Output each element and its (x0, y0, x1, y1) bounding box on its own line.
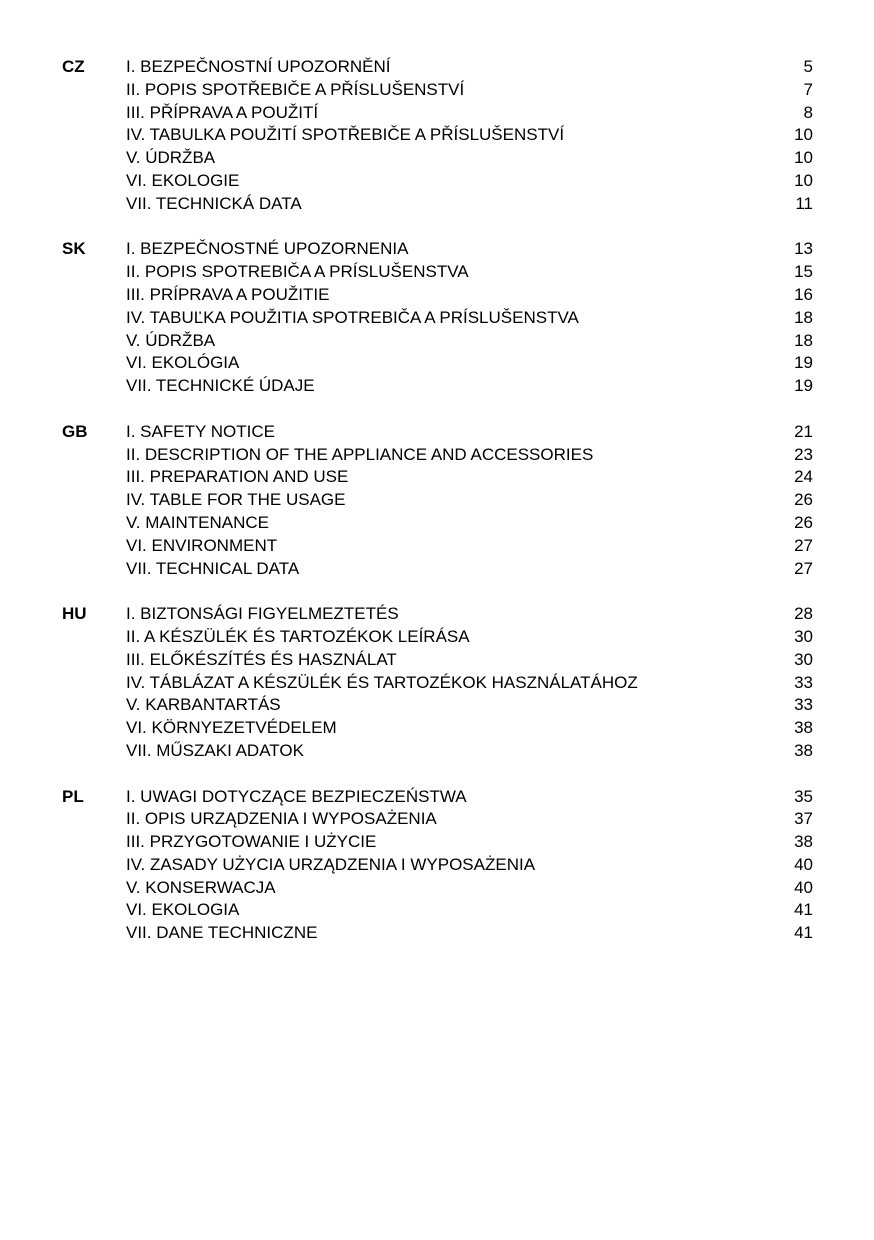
toc-entry-page: 10 (794, 125, 813, 145)
language-code: SK (62, 239, 86, 259)
language-code: CZ (62, 57, 85, 76)
language-code: GB (62, 421, 88, 441)
toc-entry[interactable] (0, 672, 874, 695)
toc-entry[interactable] (0, 375, 874, 398)
toc-entry-page: 19 (794, 353, 813, 373)
toc-entry-title: I. BEZPEČNOSTNÍ UPOZORNĚNÍ (126, 57, 391, 76)
toc-entry-title: I. BIZTONSÁGI FIGYELMEZTETÉS (126, 604, 399, 624)
toc-section-cz (0, 56, 874, 216)
language-code: HU (62, 604, 87, 624)
toc-entry-page: 8 (803, 102, 813, 122)
toc-entry[interactable] (0, 79, 874, 102)
toc-entry-page: 35 (794, 786, 813, 806)
toc-entry-page: 30 (794, 626, 813, 646)
toc-entry-page: 33 (794, 672, 813, 692)
toc-entry-title: I. SAFETY NOTICE (126, 421, 275, 441)
toc-entry-title: II. A KÉSZÜLÉK ÉS TARTOZÉKOK LEÍRÁSA (126, 626, 470, 646)
toc-entry-title: IV. TABULKA POUŽITÍ SPOTŘEBIČE A PŘÍSLUŠENSTVÍ (126, 125, 565, 145)
toc-entry[interactable] (0, 170, 874, 193)
toc-section-hu (0, 603, 874, 763)
toc-entry-page: 40 (794, 877, 813, 897)
toc-entry[interactable] (0, 444, 874, 467)
toc-entry[interactable] (0, 330, 874, 353)
toc-entry-title: IV. TABLE FOR THE USAGE (126, 490, 346, 510)
toc-entry[interactable] (0, 307, 874, 330)
toc-section-gb (0, 421, 874, 581)
toc-entry[interactable] (0, 489, 874, 512)
toc-entry[interactable] (0, 512, 874, 535)
toc-entry-page: 37 (794, 809, 813, 829)
toc-entry[interactable] (0, 466, 874, 489)
toc-entry-title: V. MAINTENANCE (126, 512, 269, 532)
toc-entry-title: VI. EKOLOGIA (126, 900, 240, 920)
toc-entry-title: VI. EKOLOGIE (126, 170, 240, 190)
toc-entry[interactable] (0, 717, 874, 740)
toc-entry-page: 24 (794, 467, 813, 487)
toc-section-sk (0, 238, 874, 398)
toc-entry-title: V. ÚDRŽBA (126, 330, 216, 350)
toc-entry-title: III. PRÍPRAVA A POUŽITIE (126, 284, 330, 304)
toc-entry-page: 38 (794, 832, 813, 852)
toc-entry[interactable] (0, 603, 874, 626)
toc-entry-page: 28 (794, 604, 813, 624)
toc-entry-page: 18 (794, 307, 813, 327)
toc-entry[interactable] (0, 854, 874, 877)
toc-entry[interactable] (0, 740, 874, 763)
toc-entry-title: II. OPIS URZĄDZENIA I WYPOSAŻENIA (126, 809, 437, 829)
toc-entry-page: 13 (794, 239, 813, 259)
toc-entry-page: 23 (794, 444, 813, 464)
toc-entry[interactable] (0, 786, 874, 809)
toc-entry-title: VII. MŰSZAKI ADATOK (126, 740, 304, 760)
toc-entry[interactable] (0, 124, 874, 147)
toc-entry-page: 33 (794, 695, 813, 715)
toc-entry[interactable] (0, 147, 874, 170)
toc-entry-page: 27 (794, 535, 813, 555)
toc-entry[interactable] (0, 193, 874, 216)
toc-entry[interactable] (0, 649, 874, 672)
toc-entry-title: VI. EKOLÓGIA (126, 353, 240, 373)
table-of-contents (0, 56, 874, 968)
toc-entry-page: 41 (794, 900, 813, 920)
toc-entry-title: VII. TECHNICKÉ ÚDAJE (126, 376, 315, 396)
toc-entry[interactable] (0, 284, 874, 307)
toc-entry[interactable] (0, 238, 874, 261)
toc-entry-title: III. ELŐKÉSZÍTÉS ÉS HASZNÁLAT (126, 649, 397, 669)
toc-entry[interactable] (0, 922, 874, 945)
toc-entry-title: II. DESCRIPTION OF THE APPLIANCE AND ACCESSORIES (126, 444, 594, 464)
toc-entry-title: III. PREPARATION AND USE (126, 467, 349, 487)
toc-entry-page: 26 (794, 512, 813, 532)
language-code: PL (62, 786, 84, 806)
toc-entry-title: V. ÚDRŽBA (126, 148, 216, 168)
toc-entry-page: 41 (794, 923, 813, 943)
toc-entry-page: 10 (794, 170, 813, 190)
toc-entry-page: 18 (794, 330, 813, 350)
toc-entry-title: III. PŘÍPRAVA A POUŽITÍ (126, 102, 319, 122)
toc-entry[interactable] (0, 626, 874, 649)
toc-entry-page: 38 (794, 740, 813, 760)
toc-entry[interactable] (0, 56, 874, 79)
toc-entry-page: 10 (794, 148, 813, 168)
toc-entry-title: II. POPIS SPOTŘEBIČE A PŘÍSLUŠENSTVÍ (126, 79, 465, 99)
toc-entry-page: 40 (794, 854, 813, 874)
toc-entry[interactable] (0, 808, 874, 831)
toc-entry-title: VII. TECHNICAL DATA (126, 558, 300, 578)
toc-entry-page: 19 (794, 376, 813, 396)
toc-entry[interactable] (0, 899, 874, 922)
toc-entry-page: 15 (794, 262, 813, 282)
toc-entry-page: 11 (795, 193, 813, 213)
toc-entry-title: III. PRZYGOTOWANIE I UŻYCIE (126, 832, 377, 852)
toc-entry-title: IV. TÁBLÁZAT A KÉSZÜLÉK ÉS TARTOZÉKOK HASZNÁLATÁHOZ (126, 672, 638, 692)
toc-entry[interactable] (0, 352, 874, 375)
toc-entry-page: 27 (794, 558, 813, 578)
toc-entry[interactable] (0, 831, 874, 854)
toc-entry-page: 38 (794, 718, 813, 738)
toc-entry-title: I. BEZPEČNOSTNÉ UPOZORNENIA (126, 239, 409, 259)
toc-entry-page: 16 (794, 284, 813, 304)
toc-entry-title: VII. TECHNICKÁ DATA (126, 193, 302, 213)
toc-entry-title: IV. ZASADY UŻYCIA URZĄDZENIA I WYPOSAŻENIA (126, 854, 536, 874)
toc-entry-title: II. POPIS SPOTREBIČA A PRÍSLUŠENSTVA (126, 262, 469, 282)
toc-entry-page: 30 (794, 649, 813, 669)
toc-entry-page: 26 (794, 490, 813, 510)
toc-entry[interactable] (0, 558, 874, 581)
toc-entry[interactable] (0, 694, 874, 717)
toc-entry-title: IV. TABUĽKA POUŽITIA SPOTREBIČA A PRÍSLUŠENSTVA (126, 307, 579, 327)
toc-entry-page: 21 (794, 421, 813, 441)
toc-entry-page: 5 (803, 57, 813, 76)
toc-entry[interactable] (0, 421, 874, 444)
toc-entry[interactable] (0, 102, 874, 125)
toc-entry[interactable] (0, 877, 874, 900)
toc-section-pl (0, 786, 874, 946)
toc-entry-title: V. KONSERWACJA (126, 877, 276, 897)
toc-entry[interactable] (0, 261, 874, 284)
toc-entry[interactable] (0, 535, 874, 558)
toc-entry-title: VI. ENVIRONMENT (126, 535, 278, 555)
toc-entry-page: 7 (803, 79, 813, 99)
toc-entry-title: V. KARBANTARTÁS (126, 695, 281, 715)
toc-entry-title: I. UWAGI DOTYCZĄCE BEZPIECZEŃSTWA (126, 786, 467, 806)
toc-entry-title: VII. DANE TECHNICZNE (126, 923, 318, 943)
toc-entry-title: VI. KÖRNYEZETVÉDELEM (126, 718, 337, 738)
